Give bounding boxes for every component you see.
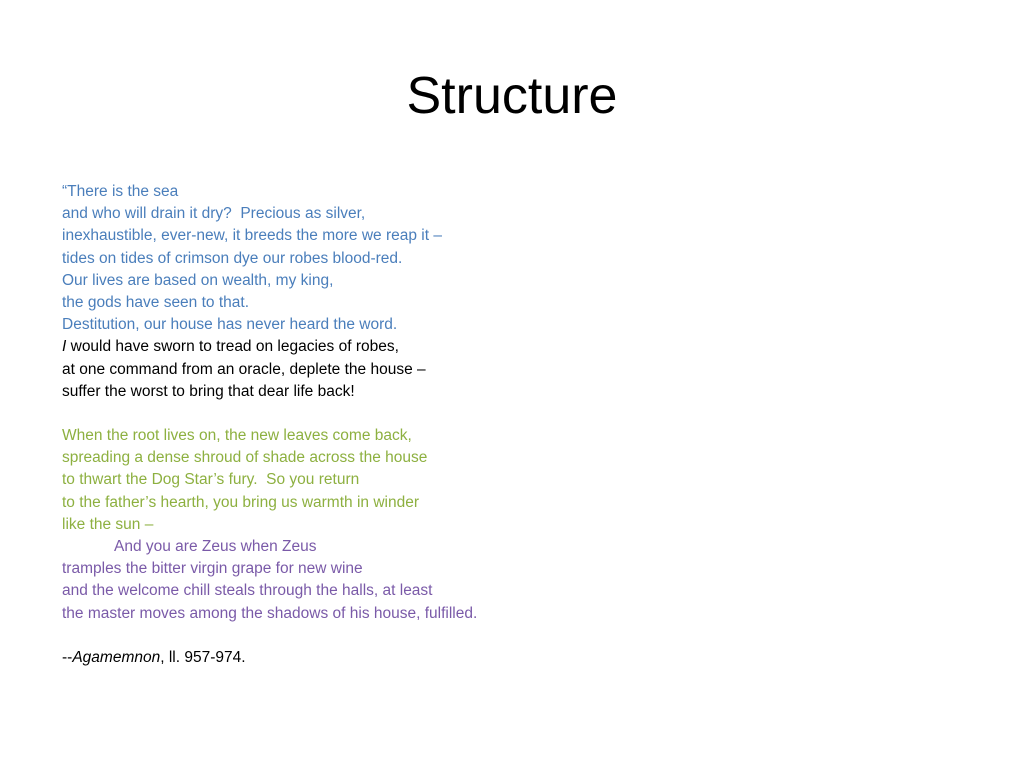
poem-block (62, 181, 962, 669)
poem-line: “There is the sea (62, 183, 179, 200)
poem-line: to the father’s hearth, you bring us warmth in winder (62, 493, 419, 511)
citation-suffix: , ll. 957-974. (160, 648, 246, 666)
poem-line: inexhaustible, ever-new, it breeds the more we reap it – (62, 227, 442, 245)
italic-word: I (62, 338, 67, 356)
slide-title: Structure (406, 67, 618, 125)
poem-line: and who will drain it dry? Precious as silver, (62, 205, 366, 223)
stanza-gap (62, 403, 962, 425)
poem-line: like the sun – (62, 515, 154, 533)
poem-line: Destitution, our house has never heard the word. (62, 316, 398, 334)
citation-prefix: -- (62, 648, 73, 666)
poem-line (62, 336, 962, 358)
poem-line: spreading a dense shroud of shade across the house (62, 449, 428, 467)
poem-line-indented: And you are Zeus when Zeus (114, 538, 317, 555)
stanza-gap (62, 625, 962, 647)
poem-line: When the root lives on, the new leaves come back, (62, 427, 412, 445)
poem-line: tides on tides of crimson dye our robes blood-red. (62, 249, 403, 267)
citation-work: Agamemnon (72, 648, 161, 666)
poem-line: and the welcome chill steals through the halls, at least (62, 582, 433, 600)
poem-line: the master moves among the shadows of his house, fulfilled. (62, 604, 478, 622)
poem-line-rest: would have sworn to tread on legacies of robes, (66, 338, 399, 356)
poem-line: to thwart the Dog Star’s fury. So you return (62, 471, 360, 489)
poem-line: suffer the worst to bring that dear life back! (62, 382, 355, 400)
poem-line: Our lives are based on wealth, my king, (62, 271, 334, 289)
poem-line: the gods have seen to that. (62, 293, 249, 311)
poem-line: tramples the bitter virgin grape for new wine (62, 560, 363, 578)
citation (62, 647, 962, 669)
poem-line: at one command from an oracle, deplete the house – (62, 360, 426, 378)
